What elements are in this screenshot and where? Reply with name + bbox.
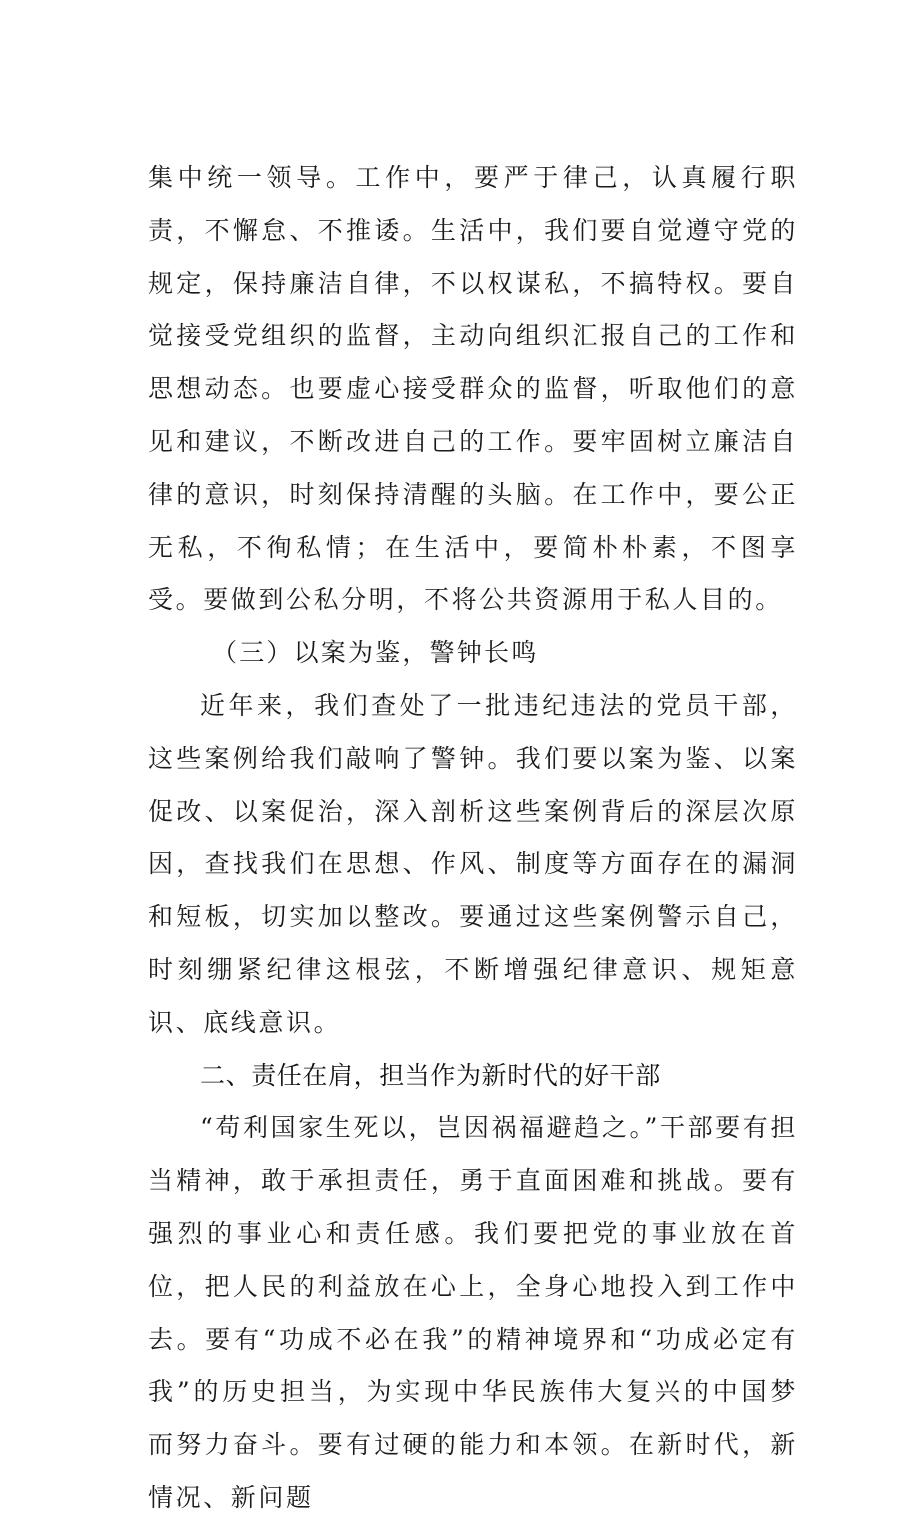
body-paragraph: 近年来，我们查处了一批违纪违法的党员干部，这些案例给我们敲响了警钟。我们要以案为鉴、以案促改、以案促治，深入剖析这些案例背后的深层次原因，查找我们在思想、作风、制度等方面存在的漏洞和短板，切实加以整改。要通过这些案例警示自己，时刻绷紧纪律这根弦，不断增强纪律意识、规矩意识、底线意识。 (148, 690, 798, 1037)
section-heading: 二、责任在肩，担当作为新时代的好干部 (200, 1060, 661, 1090)
document-body (148, 152, 798, 1525)
body-paragraph: “苟利国家生死以，岂因祸福避趋之。”干部要有担当精神，敢于承担责任，勇于直面困难和挑战。要有强烈的事业心和责任感。我们要把党的事业放在首位，把人民的利益放在心上，全身心地投入到工作中去。要有“功成不必在我”的精神境界和“功成必定有我”的历史担当，为实现中华民族伟大复兴的中国梦而努力奋斗。要有过硬的能力和本领。在新时代，新情况、新问题 (148, 1113, 798, 1512)
body-paragraph: 集中统一领导。工作中，要严于律己，认真履行职责，不懈怠、不推诿。生活中，我们要自觉遵守党的规定，保持廉洁自律，不以权谋私，不搞特权。要自觉接受党组织的监督，主动向组织汇报自己的工作和思想动态。也要虚心接受群众的监督，听取他们的意见和建议，不断改进自己的工作。要牢固树立廉洁自律的意识，时刻保持清醒的头脑。在工作中，要公正无私，不徇私情；在生活中，要简朴朴素，不图享受。要做到公私分明，不将公共资源用于私人目的。 (148, 163, 798, 615)
section-subheading: （三）以案为鉴，警钟长鸣 (212, 638, 539, 668)
